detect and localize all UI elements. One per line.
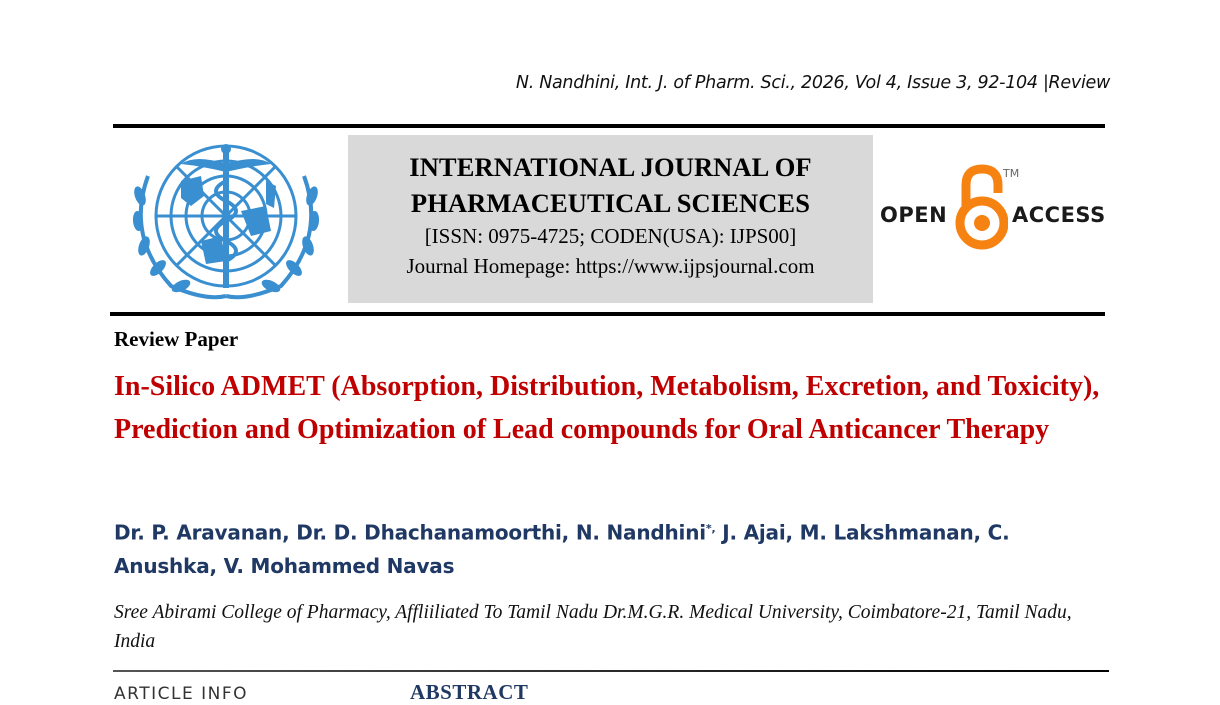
trademark-mark: TM [1003, 167, 1020, 180]
un-caduceus-emblem-icon [126, 136, 326, 304]
abstract-heading: ABSTRACT [410, 680, 529, 704]
authors-part2: J. Ajai, M. Lakshmanan, C. Anushka, V. Mohammed Navas [114, 520, 1010, 578]
top-rule [113, 124, 1105, 128]
journal-masthead-box [348, 135, 873, 303]
corresponding-author-mark: *, [705, 522, 716, 535]
masthead-bottom-rule [110, 312, 1105, 316]
article-title: In-Silico ADMET (Absorption, Distribution, Metabolism, Excretion, and Toxicity), Prediction and Optimization of Lead compounds for Oral Anticancer Therapy [114, 371, 1100, 445]
paper-type-label: Review Paper [114, 327, 239, 351]
open-access-open-word: OPEN [880, 203, 948, 227]
journal-title-line2: PHARMACEUTICAL SCIENCES [410, 188, 811, 218]
author-affiliation: Sree Abirami College of Pharmacy, Affliiliated To Tamil Nadu Dr.M.G.R. Medical University, Coimbatore-21, Tamil Nadu, India [114, 602, 1072, 652]
journal-title-line1: INTERNATIONAL JOURNAL OF [409, 152, 812, 182]
open-access-access-word: ACCESS [1012, 203, 1106, 227]
article-info-heading: ARTICLE INFO [114, 684, 248, 704]
open-lock-icon [952, 163, 1008, 251]
author-list [114, 512, 1114, 583]
running-head: N. Nandhini, Int. J. of Pharm. Sci., 2026, Vol 4, Issue 3, 92-104 |Review [515, 73, 1110, 93]
affiliation-rule [113, 670, 1109, 672]
open-access-logo [880, 163, 1110, 253]
authors-part1: Dr. P. Aravanan, Dr. D. Dhachanamoorthi, N. Nandhini [114, 520, 706, 545]
issn-coden: [ISSN: 0975-4725; CODEN(USA): IJPS00] [424, 224, 797, 248]
journal-homepage-link[interactable]: Journal Homepage: https://www.ijpsjournal.com [406, 254, 815, 278]
